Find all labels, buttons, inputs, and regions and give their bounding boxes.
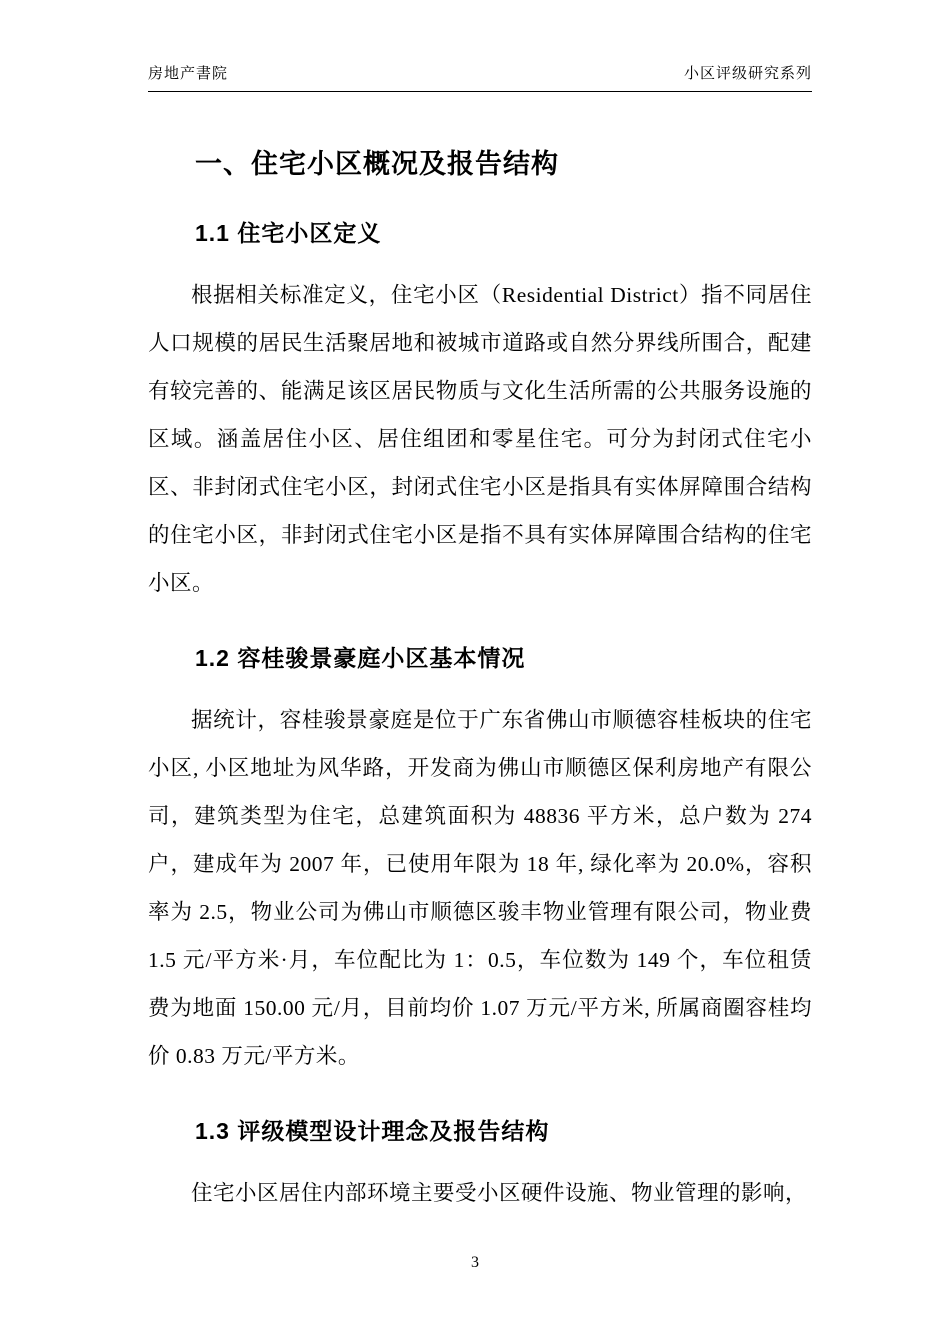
header-right-text: 小区评级研究系列 (683, 66, 812, 82)
paragraph-basic-info: 据统计，容桂骏景豪庭是位于广东省佛山市顺德容桂板块的住宅小区, 小区地址为风华路，开发商为佛山市顺德区保利房地产有限公司，建筑类型为住宅，总建筑面积为 48836 平方米，总户数为 274 户，建成年为 2007 年，已使用年限为 18 年, 绿化率为 20.0%，容积率为 2.5，物业公司为佛山市顺德区骏丰物业管理有限公司，物业费 1.5 元/平方米·月，车位配比为 1：0.5，车位数为 149 个，车位租赁费为地面 150.00 元/月，目前均价 1.07 万元/平方米, 所属商圈容桂均价 0.83 万元/平方米。 (148, 708, 812, 1068)
subsection-title-1-1: 1.1 住宅小区定义 (195, 220, 382, 246)
page-number: 3 (471, 1254, 479, 1271)
page-header (148, 62, 812, 92)
paragraph-model-intro: 住宅小区居住内部环境主要受小区硬件设施、物业管理的影响， (191, 1181, 808, 1205)
header-left-text: 房地产書院 (148, 66, 229, 82)
subsection-title-1-3: 1.3 评级模型设计理念及报告结构 (195, 1118, 550, 1144)
chapter-title: 一、住宅小区概况及报告结构 (195, 149, 559, 179)
subsection-title-1-2: 1.2 容桂骏景豪庭小区基本情况 (195, 645, 526, 671)
page-footer (0, 1254, 950, 1272)
paragraph-definition: 根据相关标准定义，住宅小区（Residential District）指不同居住人口规模的居民生活聚居地和被城市道路或自然分界线所围合，配建有较完善的、能满足该区居民物质与文化生活所需的公共服务设施的区域。涵盖居住小区、居住组团和零星住宅。可分为封闭式住宅小区、非封闭式住宅小区，封闭式住宅小区是指具有实体屏障围合结构的住宅小区，非封闭式住宅小区是指不具有实体屏障围合结构的住宅小区。 (148, 283, 812, 595)
